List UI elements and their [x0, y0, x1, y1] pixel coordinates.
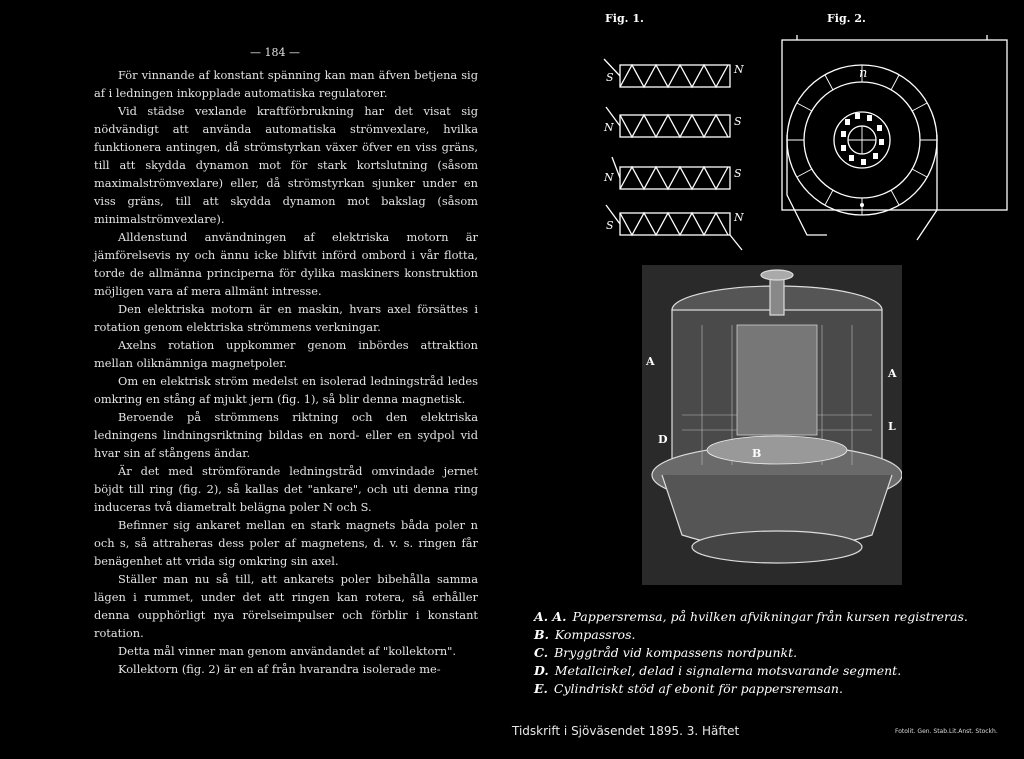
- fig2-ring-armature: [767, 35, 1017, 255]
- paragraph: Beroende på strömmens riktning och den elektriska ledningens lindningsriktning bildas en nord- eller en sydpol vid hvar sin af stångens ändar.: [94, 410, 478, 460]
- legend-text: Pappersremsa, på hvilken afvikningar från kursen registreras.: [572, 609, 968, 624]
- legend-row: [534, 680, 1004, 698]
- page-number: — 184 —: [250, 46, 300, 59]
- pole-label: N: [604, 121, 614, 134]
- legend-row: [534, 644, 1004, 662]
- paragraph: Detta mål vinner man genom användandet af "kollektorn".: [118, 644, 457, 658]
- legend-row: [534, 626, 1004, 644]
- pole-label: S: [606, 219, 614, 232]
- legend-key: A. A.: [534, 609, 567, 624]
- legend-text: Bryggtråd vid kompassens nordpunkt.: [554, 645, 798, 660]
- compass-recorder-drawing: [642, 265, 902, 585]
- paragraph: För vinnande af konstant spänning kan man äfven betjena sig af i ledningen inkopplade automatiska regulatorer.: [94, 68, 478, 100]
- machine-label-b: B: [752, 447, 762, 460]
- figure-legend: [534, 608, 1004, 698]
- legend-key: D.: [534, 663, 549, 678]
- legend-text: Kompassros.: [554, 627, 636, 642]
- paragraph: Är det med strömförande ledningstråd omvindade jernet böjdt till ring (fig. 2), så kallas det "ankare", och uti denna ring induceras två diametralt belägna poler N och S.: [94, 464, 478, 514]
- paragraph: Axelns rotation uppkommer genom inbördes attraktion mellan oliknämniga magnetpoler.: [94, 338, 478, 370]
- paragraph: Befinner sig ankaret mellan en stark magnets båda poler n och s, så attraheras dess poler af magnetens, d. v. s. ringen får benägenhet att vrida sig omkring sin axel.: [94, 518, 478, 568]
- pole-label: S: [734, 167, 742, 180]
- machine-label-a-left: A: [646, 355, 655, 368]
- paragraph: Kollektorn (fig. 2) är en af från hvarandra isolerade me-: [118, 662, 441, 676]
- legend-row: [534, 662, 1004, 680]
- paragraph: Ställer man nu så till, att ankarets poler bibehålla samma lägen i rummet, under det att ringen kan rotera, så erhåller denna oupphörligt nya rörelseimpulser och förblir i konstant rotation.: [94, 572, 478, 640]
- fig1-label: Fig. 1.: [605, 12, 644, 25]
- legend-key: C.: [534, 645, 549, 660]
- printer-caption: Fotolit. Gen. Stab.Lit.Anst. Stockh.: [895, 728, 998, 735]
- legend-key: B.: [534, 627, 549, 642]
- paragraph: Vid städse vexlande kraftförbrukning har det visat sig nödvändigt att använda automatiska strömvexlare, hvilka funktionera antingen, då strömstyrkan växer öfver en viss gräns, till att skydda dynamon mot för stark kortslutning (såsom maximalströmvexlare) eller, då strömstyrkan sjunker under en viss gräns, till att skydda dynamon mot bakslag (såsom minimalströmvexlare).: [94, 104, 478, 226]
- legend-text: Metallcirkel, delad i signalerna motsvarande segment.: [554, 663, 902, 678]
- pole-label: S: [734, 115, 742, 128]
- machine-label-l: L: [888, 420, 896, 433]
- paragraph: Alldenstund användningen af elektriska motorn är jämförelsevis ny och ännu icke blifvit införd ombord i vår flotta, torde de allmänna principerna för dylika maskiners konstruktion möjligen vara af mera allmänt intresse.: [94, 230, 478, 298]
- pole-label: N: [734, 63, 744, 76]
- legend-key: E.: [534, 681, 548, 696]
- pole-label: N: [604, 171, 614, 184]
- fig1-coil-diagram: [592, 45, 762, 260]
- pole-label: N: [734, 211, 744, 224]
- machine-label-d: D: [658, 433, 668, 446]
- fig2-label: Fig. 2.: [827, 12, 866, 25]
- legend-text: Cylindriskt stöd af ebonit för pappersremsan.: [553, 681, 843, 696]
- paragraph: Om en elektrisk ström medelst en isolerad ledningstråd ledes omkring en stång af mjukt jern (fig. 1), så blir denna magnetisk.: [94, 374, 478, 406]
- paragraph: Den elektriska motorn är en maskin, hvars axel försättes i rotation genom elektriska strömmens verkningar.: [94, 302, 478, 334]
- machine-label-a-right: A: [888, 367, 897, 380]
- journal-caption: Tidskrift i Sjöväsendet 1895. 3. Häftet: [512, 724, 740, 738]
- pole-label: S: [606, 71, 614, 84]
- magnet-pole-label: n: [859, 66, 868, 81]
- legend-row: [534, 608, 1004, 626]
- right-page: [512, 0, 1024, 759]
- body-text: [94, 66, 478, 678]
